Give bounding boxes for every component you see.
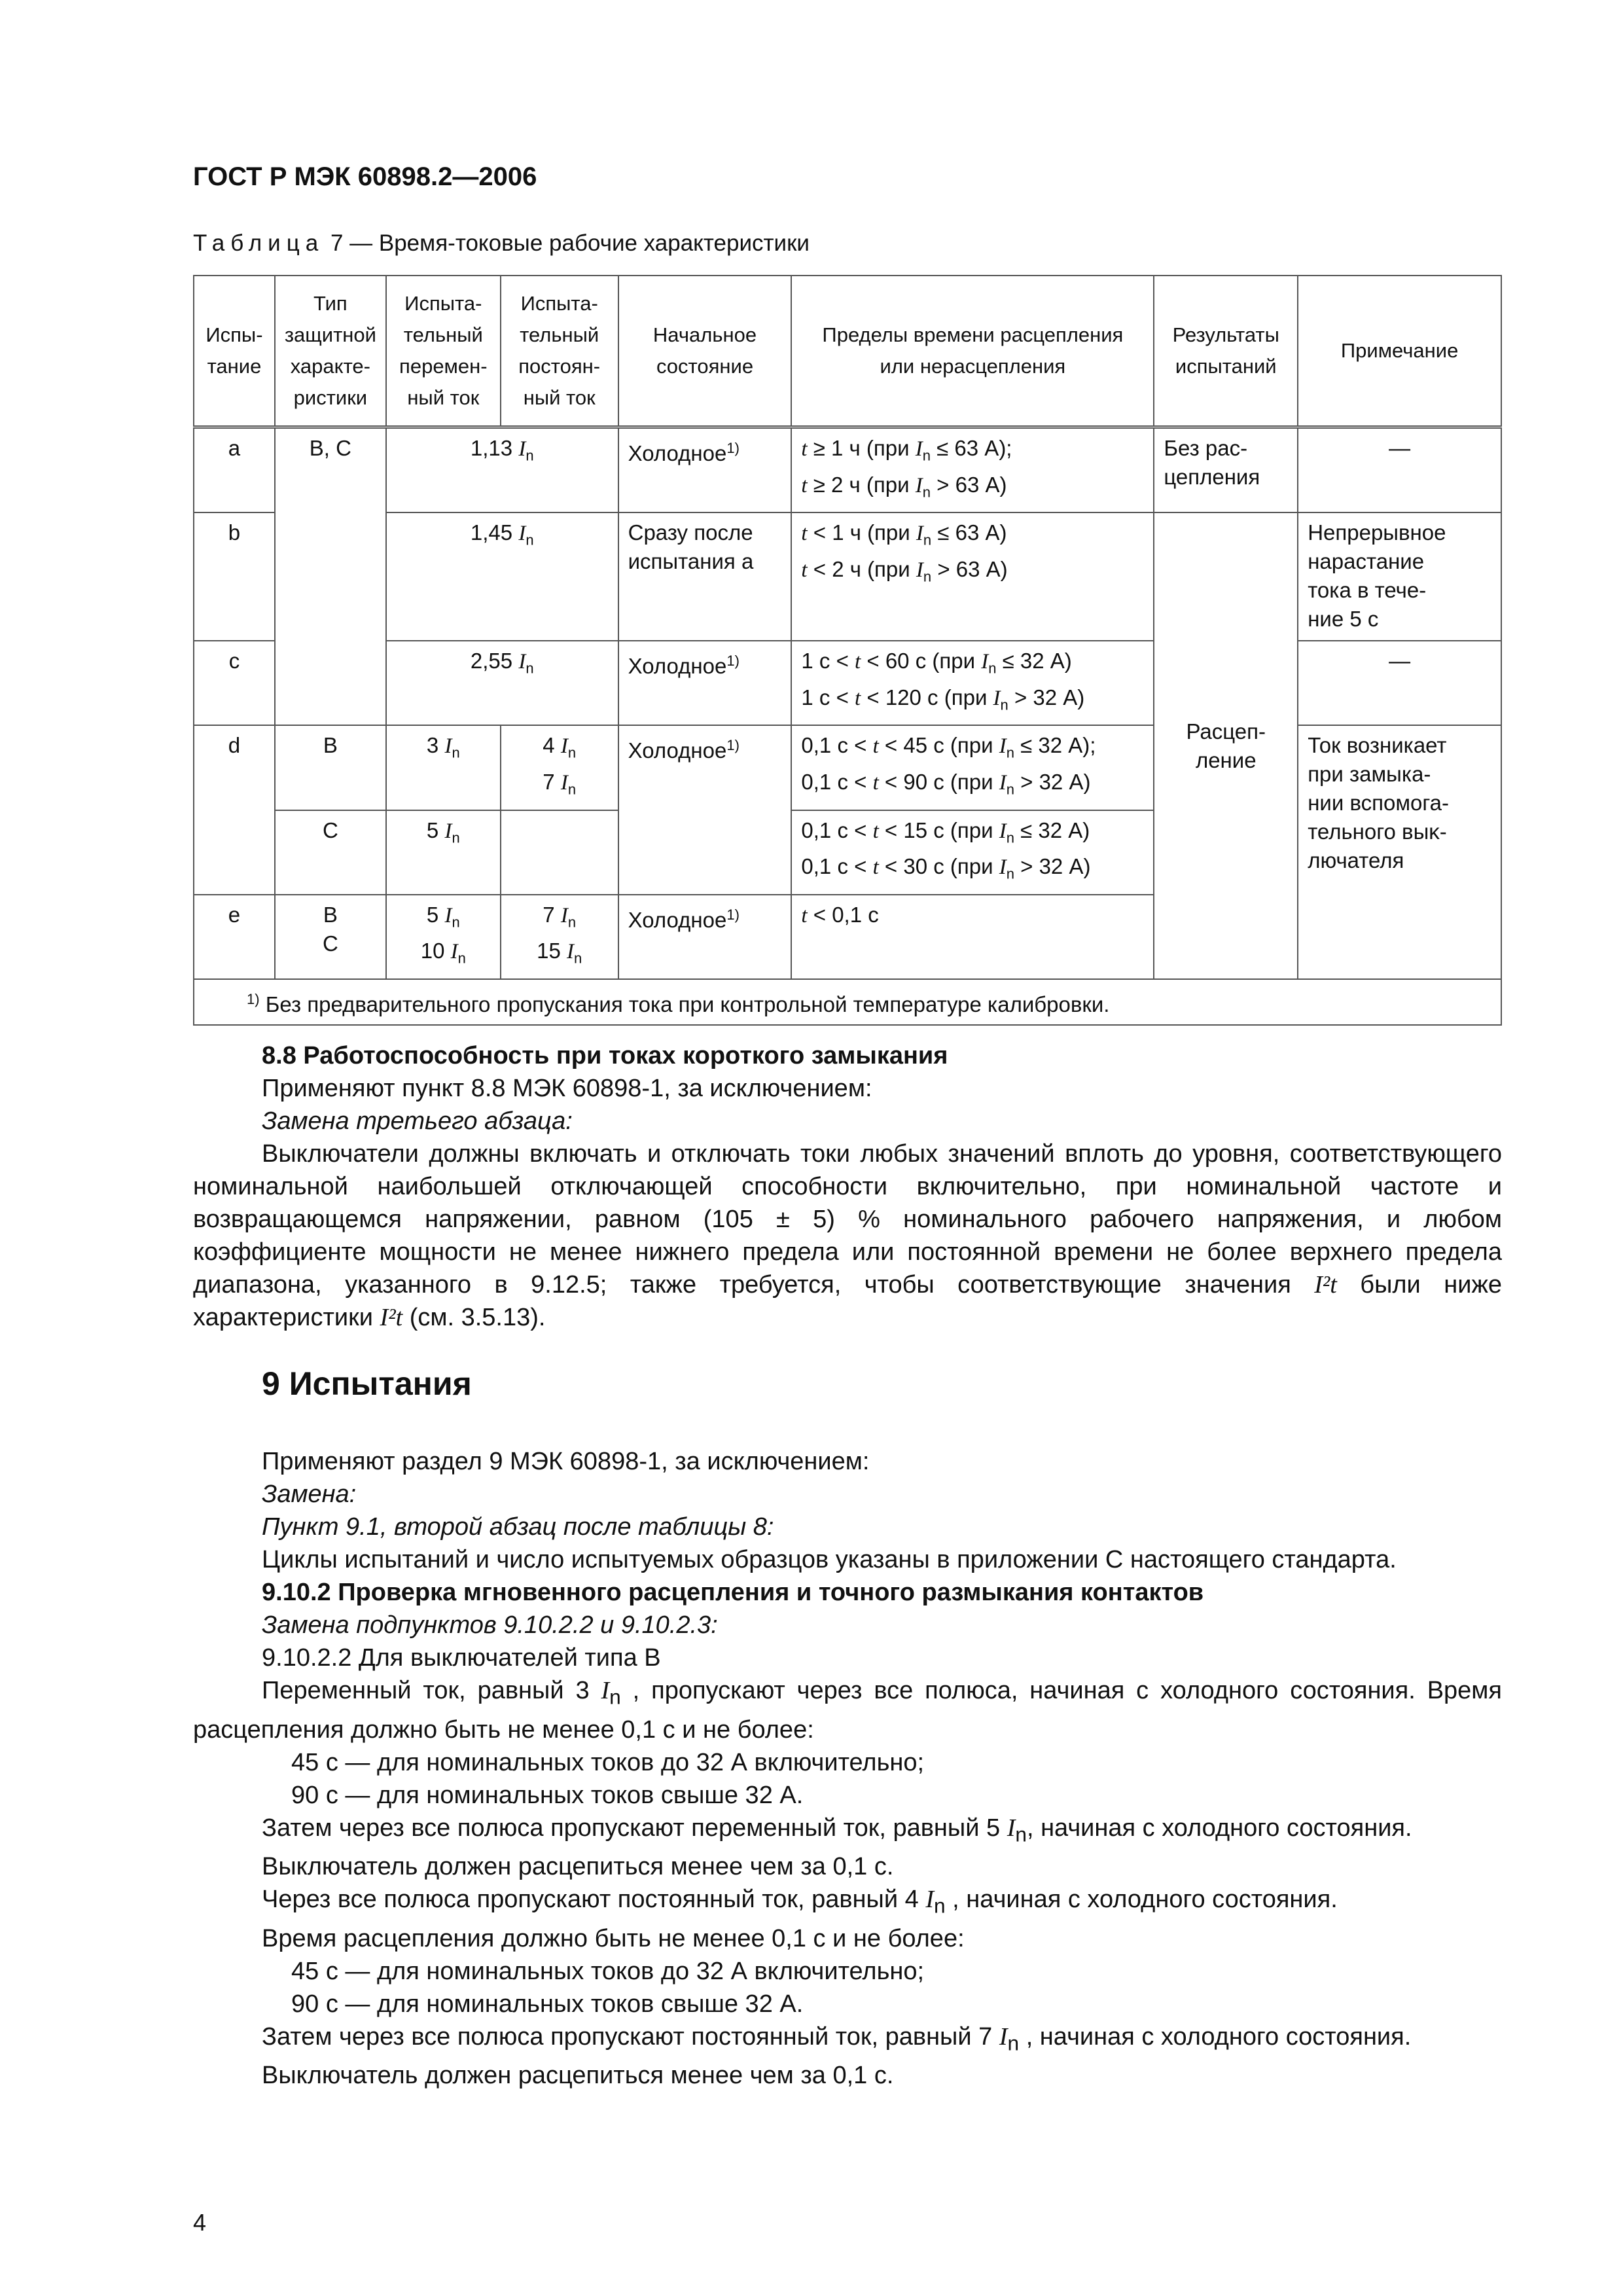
limit-text: < 15 с (при — [884, 817, 993, 842]
cell-note: Ток возникает при замыка- нии вспомога- тельного выκ- лючателя — [1298, 725, 1501, 979]
limit-text: ≥ 1 ч (при — [813, 436, 910, 460]
cell-limits — [791, 725, 1154, 810]
paragraph-text: были ниже характеристики — [193, 1271, 1502, 1331]
cell-note: — — [1298, 427, 1501, 513]
rated-current-subscript: n — [526, 660, 534, 677]
limit-text: 0,1 с < — [801, 733, 867, 758]
paragraph: 45 с — для номинальных токов до 32 А включительно; — [291, 1957, 925, 1985]
time-symbol: t — [872, 734, 879, 759]
cell-limits — [791, 641, 1154, 725]
rated-current-subscript: n — [1006, 744, 1014, 761]
cell-dc-current — [501, 810, 618, 895]
footnote-mark: 1) — [726, 653, 740, 670]
cell-state — [618, 427, 792, 513]
limit-text: < 30 с (при — [884, 854, 993, 879]
rated-current-symbol: I — [999, 855, 1007, 880]
rated-current-symbol: I — [444, 903, 452, 927]
header-ac: Испыта- тельный перемен- ный ток — [386, 276, 501, 427]
paragraph: 90 с — для номинальных токов свыше 32 А. — [291, 1781, 804, 1809]
rated-current-symbol: I — [560, 734, 568, 759]
paragraph-text: Затем через все полюса пропускают постоянный ток, равный 7 — [262, 2022, 999, 2051]
cell-limits — [791, 427, 1154, 513]
limit-text: > 32 А) — [1014, 685, 1085, 709]
paragraph-text: , пропускают через все полюса, начиная с холодного состояния. Время расцепления должно быть не менее 0,1 с и не более: — [193, 1677, 1503, 1744]
rated-current-subscript: n — [526, 447, 534, 464]
paragraph: Выключатель должен расцепиться менее чем за 0,1 с. — [262, 1853, 894, 1881]
rated-current-subscript: n — [922, 484, 931, 501]
document-header: ГОСТ Р МЭК 60898.2—2006 — [193, 162, 537, 191]
table-caption — [193, 230, 810, 257]
rated-current-symbol: I — [916, 558, 923, 582]
current-value: 7 — [543, 902, 555, 927]
ac-current-line — [396, 937, 491, 973]
header-note: Примечание — [1298, 276, 1501, 427]
rated-current-symbol: I — [915, 473, 923, 497]
paragraph: Применяют пункт 8.8 МЭК 60898-1, за исключением: — [262, 1075, 872, 1102]
rated-current-subscript: n — [1015, 1822, 1027, 1846]
paragraph-text: Затем через все полюса пропускают переменный ток, равный 5 — [262, 1814, 1007, 1842]
header-test: Испы- тание — [194, 276, 275, 427]
limit-text: 0,1 с < — [801, 854, 867, 879]
table-row-c — [194, 641, 1501, 725]
time-symbol: t — [801, 437, 808, 461]
current-value: 4 — [543, 733, 555, 758]
time-current-table — [193, 275, 1502, 1026]
cell-state: Сразу после испытания a — [618, 512, 792, 641]
rated-current-subscript: n — [567, 781, 577, 798]
time-symbol: t — [872, 855, 879, 880]
cell-dc-current — [501, 725, 618, 810]
rated-current-subscript: n — [457, 950, 466, 967]
paragraph — [193, 1674, 1502, 1746]
rated-current-subscript: n — [934, 1893, 946, 1918]
type-line: C — [322, 931, 338, 956]
paragraph — [193, 1812, 1502, 1851]
rated-current-symbol: I — [444, 819, 452, 843]
table-header-row — [194, 276, 1501, 427]
current-value: 3 — [426, 733, 439, 758]
footnote-mark: 1) — [726, 737, 740, 754]
page-number: 4 — [193, 2209, 207, 2236]
paragraph-text: , начиная с холодного состояния. — [1026, 2022, 1412, 2051]
limit-text: ≤ 63 А); — [936, 436, 1012, 460]
cell-test: a — [194, 427, 275, 513]
cell-ac-current — [386, 725, 501, 810]
limit-text: > 63 А) — [937, 556, 1008, 581]
limit-text: 0,1 с < — [801, 769, 867, 794]
rated-current-subscript: n — [922, 447, 931, 464]
current-value: 5 — [426, 817, 439, 842]
cell-current — [386, 427, 618, 513]
limit-line — [801, 647, 1144, 683]
rated-current-symbol: I — [999, 734, 1007, 759]
rated-current-symbol: I — [915, 437, 923, 461]
cell-limits — [791, 810, 1154, 895]
limit-text: 1 с < — [801, 649, 849, 673]
paragraph: Замена: — [262, 1480, 357, 1508]
cell-type — [275, 895, 386, 979]
limit-text: ≤ 63 А) — [937, 520, 1007, 545]
rated-current-symbol: I — [999, 2022, 1008, 2051]
cell-state — [618, 641, 792, 725]
limit-line — [801, 816, 1144, 853]
limit-line — [801, 768, 1144, 804]
rated-current-subscript: n — [1006, 865, 1014, 882]
paragraph-text: , начиная с холодного состояния. — [1026, 1814, 1412, 1842]
table-caption-prefix: Таблица — [193, 230, 325, 256]
rated-current-subscript: n — [526, 531, 534, 548]
section-9-title: 9 Испытания — [262, 1365, 472, 1402]
limit-text: < 1 ч (при — [813, 520, 910, 545]
cell-state — [618, 895, 792, 979]
limit-line — [801, 683, 1144, 720]
header-results: Результаты испытаний — [1154, 276, 1298, 427]
current-value: 10 — [420, 939, 445, 963]
cell-type: C — [275, 810, 386, 895]
cell-ac-current — [386, 810, 501, 895]
rated-current-subscript: n — [452, 744, 460, 761]
time-symbol: t — [801, 473, 808, 497]
cell-test: b — [194, 512, 275, 641]
rated-current-symbol: I — [518, 650, 526, 674]
limit-text: ≤ 32 А) — [1002, 649, 1072, 673]
rated-current-subscript: n — [574, 950, 582, 967]
subsection-title: 9.10.2 Проверка мгновенного расцепления и точного размыкания контактов — [262, 1579, 1204, 1606]
cell-result-trip: Расцеп- ление — [1154, 512, 1298, 979]
rated-current-subscript: n — [567, 914, 577, 931]
type-line: B — [323, 902, 338, 927]
current-value: 2,55 — [470, 649, 513, 673]
rated-current-symbol: I — [444, 734, 452, 759]
section-8-8-body — [193, 1138, 1502, 1334]
paragraph-text: , начиная с холодного состояния. — [952, 1886, 1338, 1914]
time-symbol: t — [801, 522, 808, 546]
rated-current-symbol: I — [916, 522, 923, 546]
rated-current-subscript: n — [567, 744, 577, 761]
paragraph: Выключатель должен расцепиться менее чем за 0,1 с. — [262, 2062, 894, 2090]
limit-text: < 45 с (при — [884, 733, 993, 758]
current-value: 1,45 — [470, 520, 513, 545]
header-state: Начальное состояние — [618, 276, 792, 427]
rated-current-symbol: I — [518, 437, 526, 461]
cell-dc-current — [501, 895, 618, 979]
rated-current-symbol: I — [993, 686, 1001, 710]
paragraph — [193, 2020, 1502, 2060]
current-value: 15 — [537, 939, 561, 963]
state-text: Холодное — [628, 654, 727, 679]
rated-current-subscript: n — [452, 914, 460, 931]
rated-current-subscript: n — [452, 829, 460, 846]
limit-text: > 32 А) — [1020, 854, 1091, 879]
dc-current-line — [510, 768, 609, 804]
paragraph-text: Через все полюса пропускают постоянный ток, равный 4 — [262, 1886, 926, 1914]
rated-current-symbol: I — [981, 650, 989, 674]
limit-text: < 0,1 с — [813, 902, 879, 927]
limit-text: 0,1 с < — [801, 817, 867, 842]
cell-test: c — [194, 641, 275, 725]
paragraph-text: Выключатели должны включать и отключать токи любых значений вплоть до уровня, соответствующего номинальной наибольшей отключающей способности включительно, при номинальной частоте и возвращающемся напряжении, равном (105 ± 5) % номинального рабочего напряжения, и любом коэффициенте мощности не менее нижнего предела или постоянной времени не более верхнего предела диапазона, указанного в 9.12.5; также требуется, чтобы соответствующие значения — [193, 1140, 1502, 1299]
time-symbol: t — [855, 650, 861, 674]
paragraph: Пункт 9.1, второй абзац после таблицы 8: — [262, 1513, 774, 1541]
section-8-8 — [193, 1039, 1502, 1334]
ac-current-line — [396, 901, 491, 937]
section-8-8-title: 8.8 Работоспособность при токах короткого замыкания — [262, 1042, 948, 1069]
limit-text: < 60 с (при — [866, 649, 976, 673]
paragraph: 90 с — для номинальных токов свыше 32 А. — [291, 1990, 804, 2018]
cell-state — [618, 725, 792, 894]
limit-text: < 90 с (при — [884, 769, 993, 794]
limit-line — [801, 852, 1144, 889]
rated-current-symbol: I — [1007, 1814, 1016, 1842]
limit-text: < 2 ч (при — [813, 556, 910, 581]
state-text: Холодное — [628, 441, 727, 465]
limit-line — [801, 518, 1144, 555]
table-caption-text: 7 — Время-токовые рабочие характеристики — [324, 230, 810, 256]
paragraph: 45 с — для номинальных токов до 32 А включительно; — [291, 1748, 925, 1776]
footnote-mark: 1) — [726, 906, 740, 923]
limit-text: ≥ 2 ч (при — [813, 472, 910, 497]
state-text: Холодное — [628, 907, 727, 932]
rated-current-symbol: I — [925, 1886, 934, 1914]
table-row-b — [194, 512, 1501, 641]
dc-current-line — [510, 731, 609, 768]
cell-test: d — [194, 725, 275, 894]
footnote-mark: 1) — [726, 440, 740, 456]
rated-current-symbol: I — [560, 770, 568, 795]
footnote-mark: 1) — [247, 990, 260, 1007]
time-symbol: t — [872, 819, 879, 843]
paragraph: Циклы испытаний и число испытуемых образцов указаны в приложении С настоящего стандарта. — [262, 1546, 1397, 1573]
i2t-symbol: I²t — [380, 1304, 403, 1331]
header-dc: Испыта- тельный постоян- ный ток — [501, 276, 618, 427]
rated-current-symbol: I — [567, 940, 575, 964]
rated-current-symbol: I — [999, 770, 1007, 795]
cell-result: Без рас- цепления — [1154, 427, 1298, 513]
cell-note: Непрерывное нарастание тока в тече- ние 5 с — [1298, 512, 1501, 641]
limit-line — [801, 731, 1144, 768]
rated-current-symbol: I — [560, 903, 568, 927]
rated-current-subscript: n — [988, 660, 997, 677]
paragraph: Замена подпунктов 9.10.2.2 и 9.10.2.3: — [262, 1611, 718, 1639]
paragraph: Замена третьего абзаца: — [262, 1107, 573, 1135]
limit-text: ≤ 32 А); — [1020, 733, 1096, 758]
time-symbol: t — [801, 903, 808, 927]
paragraph: 9.10.2.2 Для выключателей типа B — [262, 1644, 661, 1672]
rated-current-symbol: I — [450, 940, 458, 964]
paragraph: Применяют раздел 9 МЭК 60898-1, за исключением: — [262, 1448, 870, 1475]
table-row-d-b — [194, 725, 1501, 810]
cell-test: e — [194, 895, 275, 979]
header-type: Тип защитной характе- ристики — [275, 276, 386, 427]
cell-current — [386, 512, 618, 641]
cell-type: B, C — [275, 427, 386, 726]
limit-text: ≤ 32 А) — [1020, 817, 1090, 842]
rated-current-subscript: n — [1006, 829, 1014, 846]
limit-text: < 120 с (при — [866, 685, 988, 709]
footnote-text: Без предварительного пропускания тока при контрольной температуре калибровки. — [265, 992, 1110, 1016]
rated-current-subscript: n — [1006, 781, 1014, 798]
rated-current-subscript: n — [1007, 2031, 1020, 2055]
paragraph-text: (см. 3.5.13). — [402, 1304, 546, 1331]
rated-current-symbol: I — [601, 1677, 610, 1704]
cell-ac-current — [386, 895, 501, 979]
table-footnote — [194, 979, 1501, 1025]
rated-current-subscript: n — [1000, 696, 1008, 713]
rated-current-symbol: I — [518, 522, 526, 546]
table-footnote-row — [194, 979, 1501, 1025]
dc-current-line — [510, 937, 609, 973]
limit-line — [801, 434, 1144, 471]
section-9-body — [193, 1445, 1502, 2092]
cell-note: — — [1298, 641, 1501, 725]
current-value: 1,13 — [470, 436, 513, 460]
rated-current-subscript: n — [609, 1685, 621, 1709]
limit-text: > 32 А) — [1020, 769, 1091, 794]
rated-current-symbol: I — [999, 819, 1007, 843]
cell-type: B — [275, 725, 386, 810]
current-value: 7 — [543, 769, 555, 794]
dc-current-line — [510, 901, 609, 937]
time-symbol: t — [872, 770, 879, 795]
time-symbol: t — [855, 686, 861, 710]
paragraph: Время расцепления должно быть не менее 0,1 с и не более: — [262, 1924, 965, 1952]
i2t-symbol: I²t — [1314, 1271, 1337, 1299]
limit-line — [801, 555, 1144, 592]
current-value: 5 — [426, 902, 439, 927]
state-text: Холодное — [628, 738, 727, 763]
cell-current — [386, 641, 618, 725]
rated-current-subscript: n — [923, 568, 932, 585]
paragraph-text: Переменный ток, равный 3 — [262, 1677, 601, 1704]
time-symbol: t — [801, 558, 808, 582]
cell-limits — [791, 895, 1154, 979]
limit-text: 1 с < — [801, 685, 849, 709]
limit-text: > 63 А) — [936, 472, 1007, 497]
paragraph — [193, 1883, 1502, 1922]
header-limits: Пределы времени расцепления или нерасцепления — [791, 276, 1154, 427]
limit-line — [801, 471, 1144, 507]
table-row-a — [194, 427, 1501, 513]
rated-current-subscript: n — [923, 531, 932, 548]
cell-limits — [791, 512, 1154, 641]
